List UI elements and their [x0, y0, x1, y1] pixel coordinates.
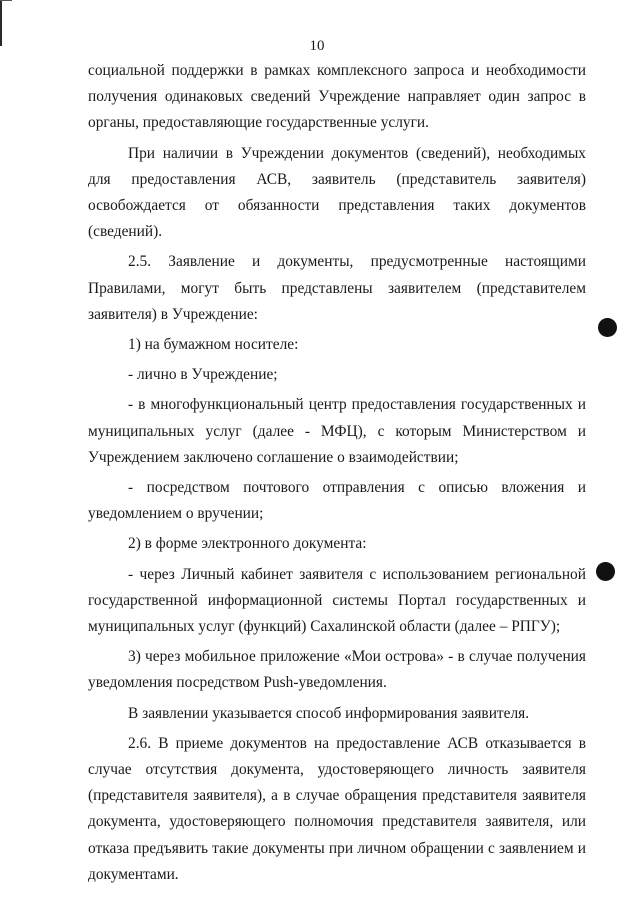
paragraph-2-5: 2.5. Заявление и документы, предусмотренные настоящими Правилами, могут быть представлены заявителем (представителем заявителя) в Учреждение: [88, 253, 586, 323]
punch-hole [596, 562, 615, 581]
paragraph-continuation: социальной поддержки в рамках комплексного запроса и необходимости получения одинаковых сведений Учреждение направляет один запрос в органы, предоставляющие государственные услуги. [88, 62, 586, 132]
list-item-in-person: - лично в Учреждение; [128, 366, 278, 384]
list-item-mfc: - в многофункциональный центр предоставления государственных и муниципальных услуг (далее - МФЦ), с которым Министерством и Учреждением заключено соглашение о взаимодействии; [88, 396, 586, 466]
list-item-paper: 1) на бумажном носителе: [128, 336, 299, 354]
list-item-electronic: 2) в форме электронного документа: [128, 535, 367, 553]
scan-edge-mark-top [0, 0, 12, 1]
document-body [88, 58, 586, 888]
punch-hole [598, 318, 617, 337]
list-item-post: - посредством почтового отправления с описью вложения и уведомлением о вручении; [88, 479, 586, 523]
paragraph-documents-in-institution: При наличии в Учреждении документов (сведений), необходимых для предоставления АСВ, заявитель (представитель заявителя) освобождается от обязанности представления таких документов (сведений). [88, 144, 586, 241]
list-item-personal-cabinet: - через Личный кабинет заявителя с использованием региональной государственной информационной системы Портал государственных и муниципальных услуг (функций) Сахалинской области (далее – РПГУ); [88, 565, 586, 636]
page-number: 10 [309, 38, 325, 54]
paragraph-notification-method: В заявлении указывается способ информирования заявителя. [128, 704, 530, 722]
paragraph-2-6: 2.6. В приеме документов на предоставление АСВ отказывается в случае отсутствия документа, удостоверяющего личность заявителя (представителя заявителя), а в случае обращения представителя заявителя документа, удостоверяющего полномочия представителя заявителя, или отказа предъявить такие документы при личном обращении с заявлением и документами. [88, 734, 586, 883]
list-item-mobile-app: 3) через мобильное приложение «Мои острова» - в случае получения уведомления посредством Push-уведомления. [88, 648, 586, 692]
